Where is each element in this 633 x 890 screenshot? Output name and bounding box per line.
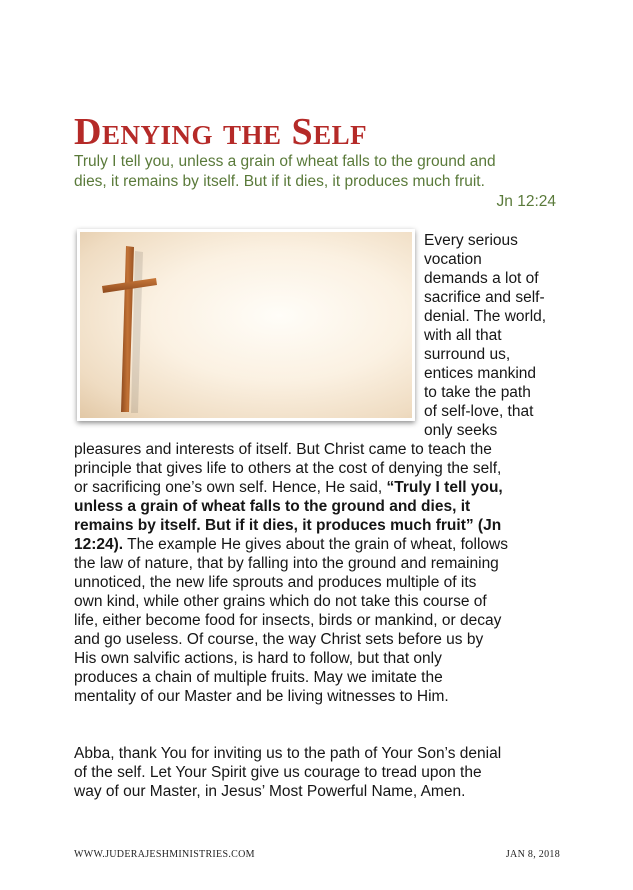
prayer-line: Abba, thank You for inviting us to the path of Your Son’s denial xyxy=(74,745,502,762)
paragraph-line xyxy=(74,497,566,516)
paragraph-line: demands a lot of xyxy=(424,270,539,287)
prayer-line: way of our Master, in Jesus’ Most Powerful Name, Amen. xyxy=(74,783,466,800)
epigraph-line: dies, it remains by itself. But if it dies, it produces much fruit. xyxy=(74,173,485,190)
scripture-quote-bold: 12:24). xyxy=(74,536,124,553)
paragraph-line: His own salvific actions, is hard to follow, but that only xyxy=(74,650,442,667)
paragraph-line xyxy=(74,535,566,554)
paragraph-line: to take the path xyxy=(424,384,531,401)
epigraph-reference: Jn 12:24 xyxy=(496,193,556,210)
scripture-quote-bold: “Truly I tell you, xyxy=(386,479,503,496)
footer-website: WWW.JUDERAJESHMINISTRIES.COM xyxy=(74,849,255,860)
prayer-line: of the self. Let Your Spirit give us courage to tread upon the xyxy=(74,764,482,781)
paragraph-line: entices mankind xyxy=(424,365,537,382)
scripture-quote-bold: remains by itself. But if it dies, it produces much fruit” (Jn xyxy=(74,517,502,534)
paragraph-text: or sacrificing one’s own self. Hence, He said, xyxy=(74,479,387,496)
paragraph-line: Every serious xyxy=(424,232,518,249)
paragraph-line: only seeks xyxy=(424,422,498,439)
scripture-quote-bold: unless a grain of wheat falls to the ground and dies, it xyxy=(74,498,471,515)
footer-date: JAN 8, 2018 xyxy=(505,849,560,860)
paragraph-line: pleasures and interests of itself. But Christ came to teach the xyxy=(74,441,492,458)
paragraph-line xyxy=(74,516,566,535)
paragraph-line: sacrifice and self- xyxy=(424,289,545,306)
epigraph-quote xyxy=(74,152,568,212)
wrapped-paragraph xyxy=(424,231,574,440)
paragraph-text: The example He gives about the grain of wheat, follows xyxy=(123,536,508,553)
paragraph-line: vocation xyxy=(424,251,482,268)
paragraph-line: life, either become food for insects, birds or mankind, or decay xyxy=(74,612,502,629)
cross-photo xyxy=(77,229,415,421)
wooden-cross-icon xyxy=(80,232,412,418)
paragraph-line: surround us, xyxy=(424,346,511,363)
paragraph-line: own kind, while other grains which do not take this course of xyxy=(74,593,487,610)
paragraph-line: with all that xyxy=(424,327,502,344)
paragraph-line: of self-love, that xyxy=(424,403,534,420)
paragraph-line xyxy=(74,478,566,497)
paragraph-line: denial. The world, xyxy=(424,308,547,325)
main-paragraph xyxy=(74,440,566,706)
paragraph-line: the law of nature, that by falling into the ground and remaining xyxy=(74,555,499,572)
epigraph-line: Truly I tell you, unless a grain of wheat falls to the ground and xyxy=(74,153,496,170)
page-title: Denying the Self xyxy=(74,111,368,153)
paragraph-line: unnoticed, the new life sprouts and produces multiple of its xyxy=(74,574,477,591)
prayer-paragraph xyxy=(74,744,566,801)
paragraph-line: produces a chain of multiple fruits. May we imitate the xyxy=(74,669,443,686)
paragraph-line: mentality of our Master and be living witnesses to Him. xyxy=(74,688,449,705)
paragraph-line: principle that gives life to others at the cost of denying the self, xyxy=(74,460,502,477)
paragraph-line: and go useless. Of course, the way Christ sets before us by xyxy=(74,631,484,648)
